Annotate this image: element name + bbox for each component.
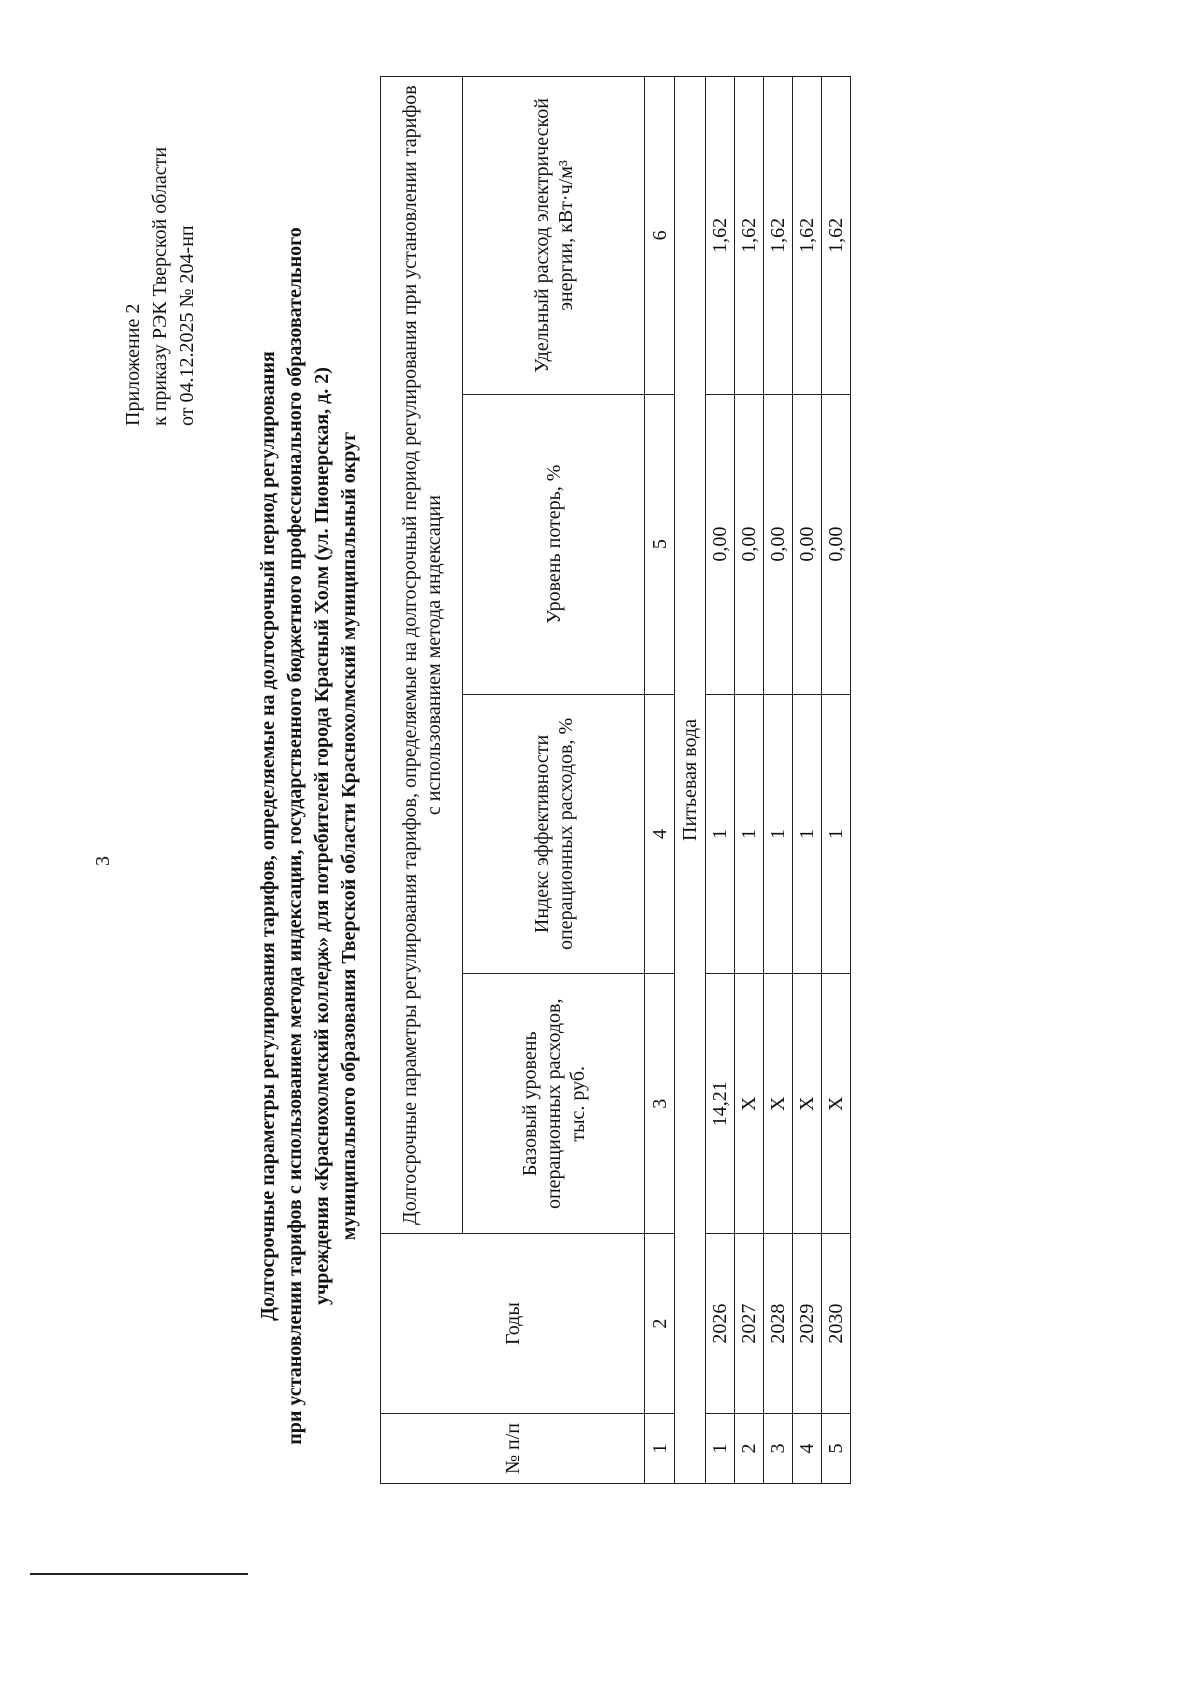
row-year: 2030 xyxy=(822,1234,851,1414)
footer-divider xyxy=(30,1573,248,1575)
column-number: 6 xyxy=(645,77,675,395)
header-years: Годы xyxy=(381,1234,645,1414)
page-number: 3 xyxy=(92,856,114,866)
row-base: Х xyxy=(793,974,822,1234)
row-index: 1 xyxy=(764,694,793,974)
row-base: 14,21 xyxy=(706,974,735,1234)
table-row xyxy=(793,77,822,1484)
row-index: 1 xyxy=(822,694,851,974)
row-num: 2 xyxy=(735,1414,764,1484)
header-base: Базовый уровень операционных расходов, тыс. руб. xyxy=(463,974,645,1234)
table-row xyxy=(822,77,851,1484)
row-num: 4 xyxy=(793,1414,822,1484)
header-index: Индекс эффективности операционных расходов, % xyxy=(463,694,645,974)
appendix-line-2: к приказу РЭК Тверской области xyxy=(149,146,171,426)
row-base: Х xyxy=(822,974,851,1234)
table-row xyxy=(764,77,793,1484)
row-num: 3 xyxy=(764,1414,793,1484)
row-num: 1 xyxy=(706,1414,735,1484)
row-year: 2027 xyxy=(735,1234,764,1414)
column-number: 5 xyxy=(645,394,675,694)
header-num: № п/п xyxy=(381,1414,645,1484)
row-energy: 1,62 xyxy=(793,77,822,395)
header-loss: Уровень потерь, % xyxy=(463,394,645,694)
row-index: 1 xyxy=(735,694,764,974)
column-number: 1 xyxy=(645,1414,675,1484)
document-title xyxy=(255,136,363,1536)
column-number-row xyxy=(645,77,675,1484)
table-row xyxy=(706,77,735,1484)
appendix-block xyxy=(120,147,201,426)
column-number: 3 xyxy=(645,974,675,1234)
row-base: Х xyxy=(735,974,764,1234)
row-year: 2028 xyxy=(764,1234,793,1414)
row-loss: 0,00 xyxy=(735,394,764,694)
row-loss: 0,00 xyxy=(706,394,735,694)
row-base: Х xyxy=(764,974,793,1234)
row-num: 5 xyxy=(822,1414,851,1484)
appendix-line-3: от 04.12.2025 № 204-нп xyxy=(176,225,198,426)
column-number: 2 xyxy=(645,1234,675,1414)
row-energy: 1,62 xyxy=(706,77,735,395)
row-loss: 0,00 xyxy=(793,394,822,694)
header-group: Долгосрочные параметры регулирования тарифов, определяемые на долгосрочный период регулирования при установлении тарифов с использованием метода индексации xyxy=(381,77,463,1234)
section-title: Питьевая вода xyxy=(675,77,706,1484)
row-index: 1 xyxy=(793,694,822,974)
title-line-3: учреждения «Краснохолмский колледж» для потребителей города Красный Холм (ул. Пионерская, д. 2) xyxy=(311,367,333,1305)
table-header-row xyxy=(381,77,463,1484)
row-index: 1 xyxy=(706,694,735,974)
row-year: 2029 xyxy=(793,1234,822,1414)
row-energy: 1,62 xyxy=(764,77,793,395)
column-number: 4 xyxy=(645,694,675,974)
row-energy: 1,62 xyxy=(822,77,851,395)
row-energy: 1,62 xyxy=(735,77,764,395)
table-row xyxy=(735,77,764,1484)
section-row xyxy=(675,77,706,1484)
title-line-2: при установлении тарифов с использованием метода индексации, государственного бюджетного профессионального образовательного xyxy=(284,227,306,1445)
appendix-line-1: Приложение 2 xyxy=(122,303,144,426)
row-loss: 0,00 xyxy=(822,394,851,694)
row-loss: 0,00 xyxy=(764,394,793,694)
header-energy: Удельный расход электрической энергии, кВт·ч/м³ xyxy=(463,77,645,395)
title-line-4: муниципального образования Тверской области Краснохолмский муниципальный округ xyxy=(338,431,360,1241)
title-line-1: Долгосрочные параметры регулирования тарифов, определяемые на долгосрочный период регулирования xyxy=(257,351,279,1321)
parameters-table xyxy=(380,76,851,1484)
row-year: 2026 xyxy=(706,1234,735,1414)
